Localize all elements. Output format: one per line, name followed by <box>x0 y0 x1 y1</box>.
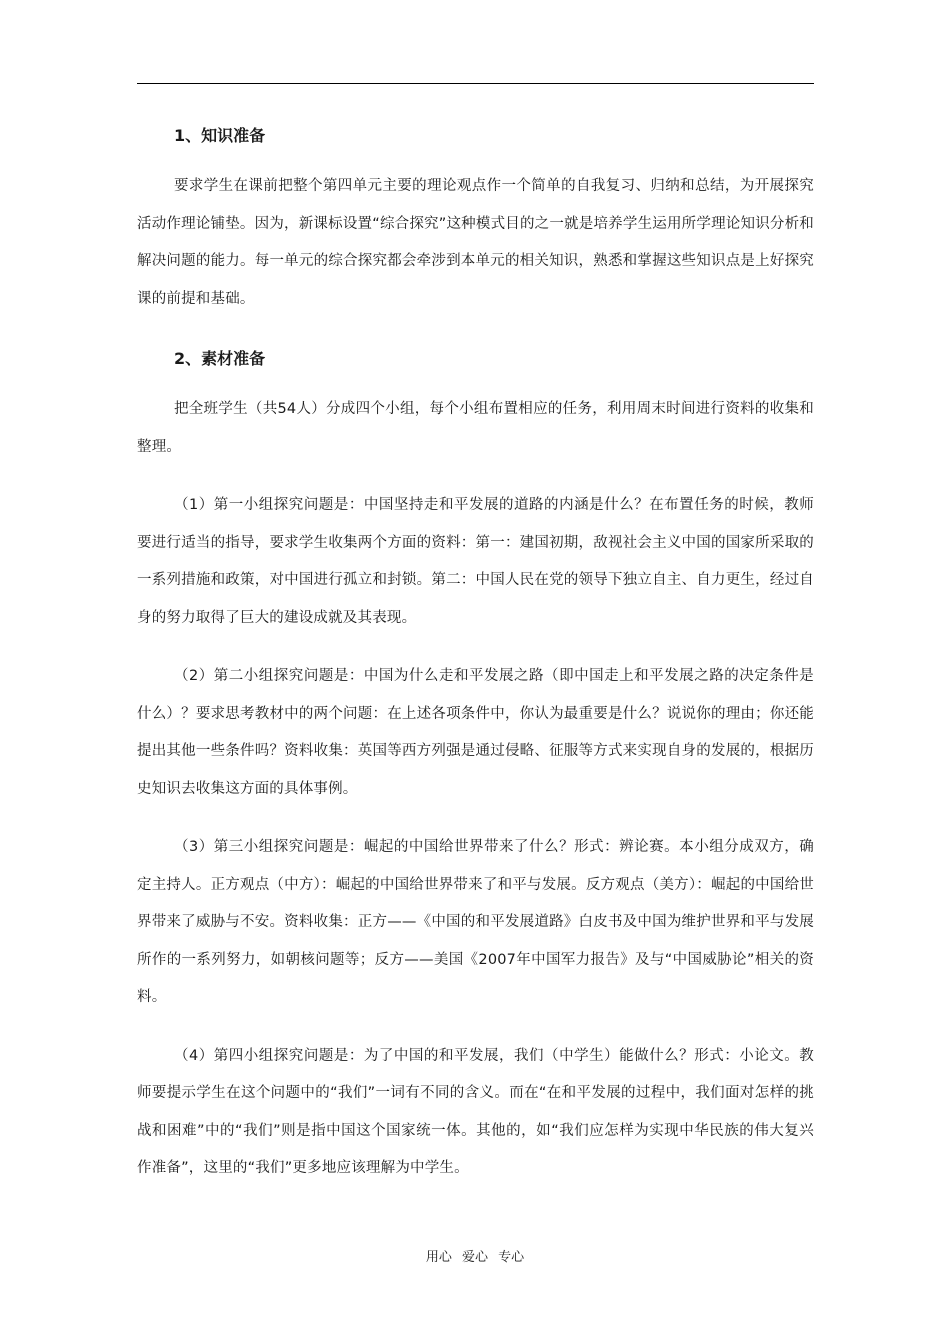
section-material-prep <box>137 339 814 1188</box>
section-heading: 2、素材准备 <box>174 349 266 368</box>
document-body <box>137 116 814 1209</box>
section-knowledge-prep <box>137 116 814 318</box>
paragraph-group-4: （4）第四小组探究问题是：为了中国的和平发展，我们（中学生）能做什么？形式：小论文。教师要提示学生在这个问题中的“我们”一词有不同的含义。而在“在和平发展的过程中，我们面对怎样的挑战和困难”中的“我们”则是指中国这个国家统一体。其他的，如“我们应怎样为实现中华民族的伟大复兴作准备”，这里的“我们”更多地应该理解为中学生。 <box>137 1047 814 1176</box>
section-heading: 1、知识准备 <box>174 126 266 145</box>
paragraph: 要求学生在课前把整个第四单元主要的理论观点作一个简单的自我复习、归纳和总结，为开展探究活动作理论铺垫。因为，新课标设置“综合探究”这种模式目的之一就是培养学生运用所学理论知识分析和解决问题的能力。每一单元的综合探究都会牵涉到本单元的相关知识，熟悉和掌握这些知识点是上好探究课的前提和基础。 <box>137 178 814 307</box>
page-footer: 用心 爱心 专心 <box>425 1250 525 1265</box>
paragraph: 把全班学生（共54人）分成四个小组，每个小组布置相应的任务，利用周末时间进行资料的收集和整理。 <box>137 401 814 455</box>
header-rule <box>137 83 814 84</box>
paragraph-group-2: （2）第二小组探究问题是：中国为什么走和平发展之路（即中国走上和平发展之路的决定条件是什么）？要求思考教材中的两个问题：在上述各项条件中，你认为最重要是什么？说说你的理由；你还能提出其他一些条件吗？资料收集：英国等西方列强是通过侵略、征服等方式来实现自身的发展的，根据历史知识去收集这方面的具体事例。 <box>137 668 814 797</box>
paragraph-group-3: （3）第三小组探究问题是：崛起的中国给世界带来了什么？形式：辨论赛。本小组分成双方，确定主持人。正方观点（中方）：崛起的中国给世界带来了和平与发展。反方观点（美方）：崛起的中国给世界带来了威胁与不安。资料收集：正方——《中国的和平发展道路》白皮书及中国为维护世界和平与发展所作的一系列努力，如朝核问题等；反方——美国《2007年中国军力报告》及与“中国威胁论”相关的资料。 <box>137 839 814 1005</box>
paragraph-group-1: （1）第一小组探究问题是：中国坚持走和平发展的道路的内涵是什么？在布置任务的时候，教师要进行适当的指导，要求学生收集两个方面的资料：第一：建国初期，敌视社会主义中国的国家所采取的一系列措施和政策，对中国进行孤立和封锁。第二：中国人民在党的领导下独立自主、自力更生，经过自身的努力取得了巨大的建设成就及其表现。 <box>137 497 814 626</box>
